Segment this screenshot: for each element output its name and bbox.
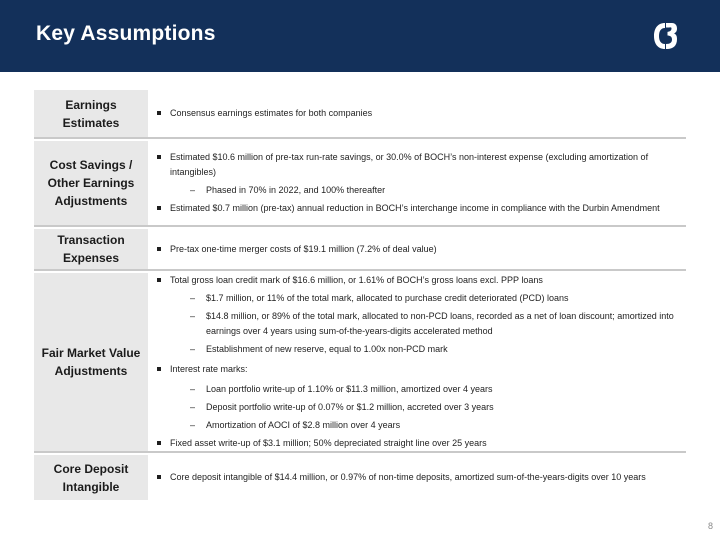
sub-bullet-item: – Deposit portfolio write-up of 0.07% or $1.2 million, accreted over 3 years bbox=[156, 400, 686, 415]
row-content bbox=[156, 90, 686, 137]
row-content bbox=[156, 455, 686, 500]
sub-bullet-item: – Establishment of new reserve, equal to 1.00x non-PCD mark bbox=[156, 342, 686, 357]
table-row bbox=[34, 141, 686, 227]
row-content bbox=[156, 273, 686, 451]
dash-glyph: – bbox=[190, 420, 196, 430]
row-label-line: Transaction bbox=[57, 233, 125, 247]
table-row bbox=[34, 229, 686, 271]
bullet-item: Estimated $0.7 million (pre-tax) annual reduction in BOCH’s interchange income in compliance with the Durbin Amendment bbox=[156, 201, 686, 216]
slide-header bbox=[0, 0, 720, 72]
row-label-line: Adjustments bbox=[54, 194, 128, 208]
row-label bbox=[34, 229, 148, 269]
bullet-item: Fixed asset write-up of $3.1 million; 50% depreciated straight line over 25 years bbox=[156, 436, 686, 451]
sub-bullet-item: – Phased in 70% in 2022, and 100% thereafter bbox=[156, 183, 686, 198]
bullet-item: Estimated $10.6 million of pre-tax run-rate savings, or 30.0% of BOCH’s non-interest expense (excluding amortization of intangibles) bbox=[156, 150, 686, 180]
row-label bbox=[34, 90, 148, 137]
row-content bbox=[156, 141, 686, 225]
sub-bullet-item: – Amortization of AOCI of $2.8 million over 4 years bbox=[156, 418, 686, 433]
row-label-line: Other Earnings bbox=[47, 176, 135, 190]
dash-glyph: – bbox=[190, 384, 196, 394]
bullet-item: Interest rate marks: bbox=[156, 362, 686, 377]
bullet-item: Total gross loan credit mark of $16.6 million, or 1.61% of BOCH’s gross loans excl. PPP loans bbox=[156, 273, 686, 288]
row-label-line: Adjustments bbox=[54, 364, 128, 378]
row-label bbox=[34, 141, 148, 225]
dash-glyph: – bbox=[190, 344, 196, 354]
row-label-line: Expenses bbox=[62, 251, 120, 265]
bullet-item: Pre-tax one-time merger costs of $19.1 million (7.2% of deal value) bbox=[156, 242, 686, 257]
dash-glyph: – bbox=[190, 311, 196, 321]
row-label-line: Intangible bbox=[62, 479, 120, 494]
table-row bbox=[34, 455, 686, 500]
sub-bullet-item: – $1.7 million, or 11% of the total mark, allocated to purchase credit deteriorated (PCD) loans bbox=[156, 291, 686, 306]
bullet-item: Consensus earnings estimates for both companies bbox=[156, 106, 686, 121]
row-label-line: Core Deposit bbox=[53, 461, 129, 476]
sub-bullet-item: – Loan portfolio write-up of 1.10% or $11.3 million, amortized over 4 years bbox=[156, 382, 686, 397]
sub-bullet-item: – $14.8 million, or 89% of the total mark, allocated to non-PCD loans, recorded as a net of loan discount; amortized into earnings over 4 years using sum-of-the-years-digits accelerated method bbox=[190, 311, 674, 336]
table-row bbox=[34, 273, 686, 453]
row-label-line: Cost Savings / bbox=[49, 158, 133, 172]
slide-title: Key Assumptions bbox=[36, 22, 216, 45]
dash-glyph: – bbox=[190, 293, 196, 303]
bullet-item: Core deposit intangible of $14.4 million, or 0.97% of non-time deposits, amortized sum-of-the-years-digits over 10 years bbox=[156, 470, 686, 485]
row-label-line: Earnings bbox=[65, 97, 117, 112]
row-label bbox=[34, 273, 148, 451]
dash-glyph: – bbox=[190, 185, 196, 195]
row-label-line: Estimates bbox=[62, 115, 120, 130]
dash-glyph: – bbox=[190, 402, 196, 412]
row-content bbox=[156, 229, 686, 269]
page-number: 8 bbox=[707, 521, 713, 531]
row-label bbox=[34, 455, 148, 500]
table-row bbox=[34, 90, 686, 139]
company-logo-icon bbox=[652, 22, 678, 50]
row-label-line: Fair Market Value bbox=[41, 346, 141, 360]
